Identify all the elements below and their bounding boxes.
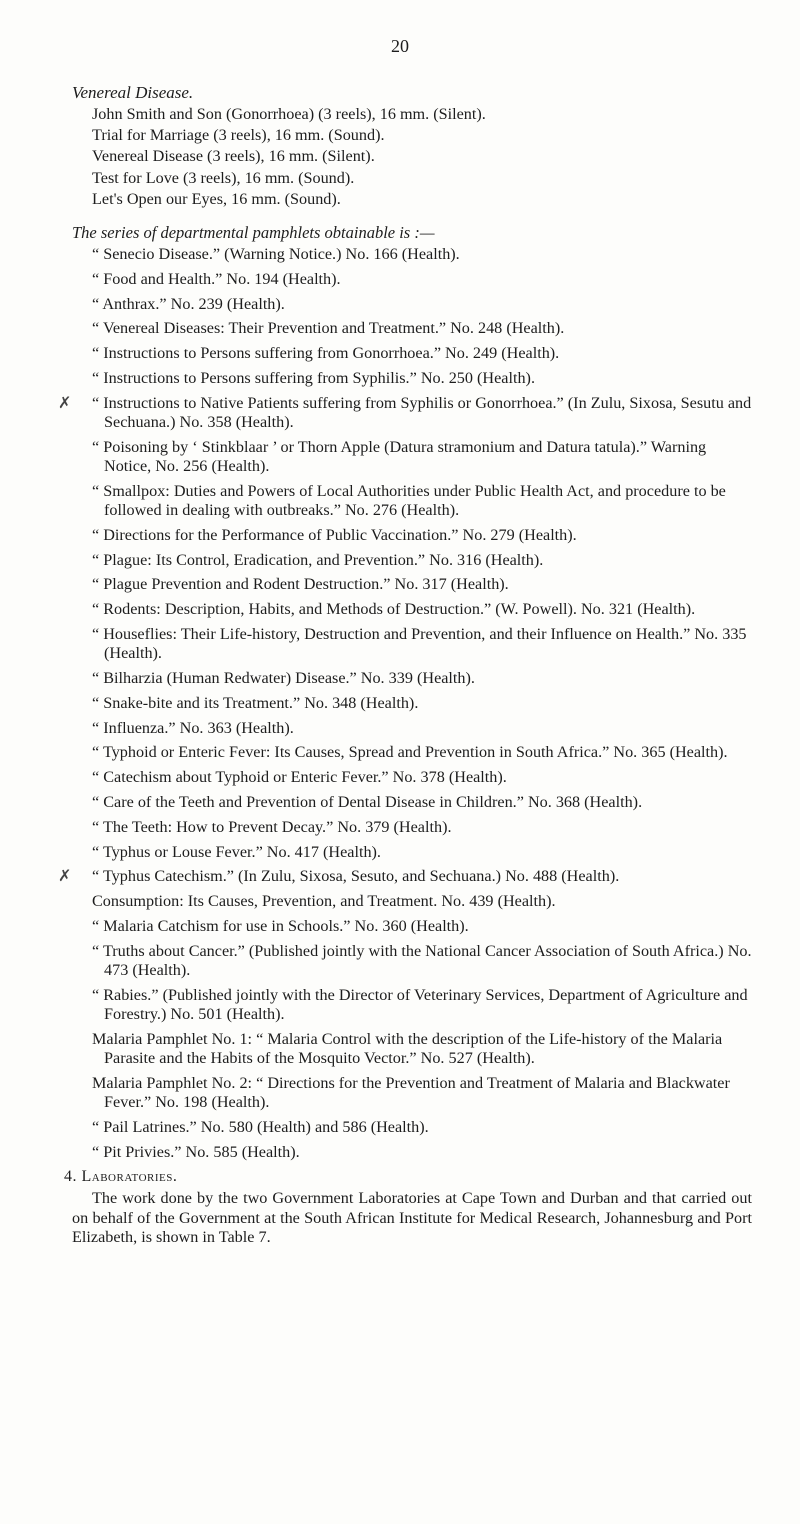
pamphlet-item: “ Typhus or Louse Fever.” No. 417 (Health). (92, 842, 381, 861)
pamphlet-item: “ Poisoning by ‘ Stinkblaar ’ or Thorn Apple (Datura stramonium and Datura tatula).” Warning Notice, No. 256 (Health). (92, 437, 707, 475)
pamphlet-item: Consumption: Its Causes, Prevention, and Treatment. No. 439 (Health). (92, 892, 556, 911)
film-item: Venereal Disease (3 reels), 16 mm. (Silent). (92, 147, 375, 166)
pamphlet-item: “ Smallpox: Duties and Powers of Local Authorities under Public Health Act, and procedure to be followed in dealing with outbreaks.” No. 276 (Health). (92, 481, 726, 519)
pamphlet-item: “ Pail Latrines.” No. 580 (Health) and 586 (Health). (92, 1117, 429, 1136)
pamphlet-item: “ Catechism about Typhoid or Enteric Fever.” No. 378 (Health). (92, 768, 507, 787)
pamphlet-item: “ Directions for the Performance of Public Vaccination.” No. 279 (Health). (92, 525, 577, 544)
film-list (92, 104, 752, 210)
pamphlet-item (58, 867, 752, 886)
pamphlet-text: “ Instructions to Native Patients suffering from Syphilis or Gonorrhoea.” (In Zulu, Sixosa, Sesutu and Sechuana.) No. 358 (Health). (92, 393, 752, 431)
pamphlet-item: “ Senecio Disease.” (Warning Notice.) No. 166 (Health). (92, 245, 460, 264)
pamphlet-item: “ Instructions to Persons suffering from Syphilis.” No. 250 (Health). (92, 369, 535, 387)
pamphlets-heading: The series of departmental pamphlets obtainable is :— (72, 223, 435, 243)
pamphlet-item: “ Venereal Diseases: Their Prevention and Treatment.” No. 248 (Health). (92, 319, 565, 338)
pamphlet-item: “ Influenza.” No. 363 (Health). (92, 718, 294, 737)
laboratories-paragraph: The work done by the two Government Laboratories at Cape Town and Durban and that carried out on behalf of the Government at the South African Institute for Medical Research, Johannesburg and Port Elizabeth, is shown in Table 7. (72, 1189, 752, 1247)
page-content (58, 82, 752, 1248)
page-number: 20 (391, 36, 409, 56)
pamphlet-item: “ Plague: Its Control, Eradication, and Prevention.” No. 316 (Health). (92, 550, 544, 569)
pamphlet-item: “ Care of the Teeth and Prevention of Dental Disease in Children.” No. 368 (Health). (92, 792, 643, 811)
pamphlet-item: “ Snake-bite and its Treatment.” No. 348 (Health). (92, 693, 419, 712)
pamphlet-item: “ The Teeth: How to Prevent Decay.” No. 379 (Health). (92, 817, 452, 836)
laboratories-title: 4. Laboratories. (64, 1168, 178, 1186)
pamphlet-item: “ Typhoid or Enteric Fever: Its Causes, Spread and Prevention in South Africa.” No. 365 (Health). (92, 743, 728, 762)
pamphlet-item: “ Pit Privies.” No. 585 (Health). (92, 1142, 300, 1161)
pamphlet-list (58, 245, 752, 1162)
margin-mark: ✗ (58, 394, 72, 412)
film-item: Test for Love (3 reels), 16 mm. (Sound). (92, 168, 355, 187)
pamphlet-item: “ Truths about Cancer.” (Published jointly with the National Cancer Association of South Africa.) No. 473 (Health). (92, 941, 752, 979)
margin-mark: ✗ (58, 868, 72, 886)
pamphlet-item: “ Rabies.” (Published jointly with the Director of Veterinary Services, Department of Agriculture and Forestry.) No. 501 (Health). (92, 985, 748, 1023)
pamphlet-item: “ Rodents: Description, Habits, and Methods of Destruction.” (W. Powell). No. 321 (Health). (92, 600, 696, 619)
pamphlet-item: Malaria Pamphlet No. 2: “ Directions for the Prevention and Treatment of Malaria and Blackwater Fever.” No. 198 (Health). (92, 1073, 730, 1111)
pamphlet-item: “ Bilharzia (Human Redwater) Disease.” No. 339 (Health). (92, 668, 475, 687)
pamphlet-item: “ Anthrax.” No. 239 (Health). (92, 294, 285, 313)
pamphlet-item: “ Instructions to Persons suffering from Gonorrhoea.” No. 249 (Health). (92, 344, 560, 363)
pamphlet-item: “ Plague Prevention and Rodent Destruction.” No. 317 (Health). (92, 575, 509, 594)
film-item: Trial for Marriage (3 reels), 16 mm. (Sound). (92, 126, 385, 145)
pamphlet-item: “ Houseflies: Their Life-history, Destruction and Prevention, and their Influence on Health.” No. 335 (Health). (92, 624, 747, 663)
laboratories-section (64, 1167, 752, 1247)
pamphlet-item (58, 393, 752, 432)
pamphlet-item: “ Food and Health.” No. 194 (Health). (92, 269, 341, 288)
pamphlet-item: Malaria Pamphlet No. 1: “ Malaria Control with the description of the Life-history of the Malaria Parasite and the Habits of the Mosquito Vector.” No. 527 (Health). (92, 1029, 723, 1067)
film-item: Let's Open our Eyes, 16 mm. (Sound). (92, 189, 341, 208)
pamphlet-item: “ Malaria Catchism for use in Schools.” No. 360 (Health). (92, 916, 469, 935)
venereal-heading: Venereal Disease. (72, 83, 194, 102)
pamphlet-text: “ Typhus Catechism.” (In Zulu, Sixosa, Sesuto, and Sechuana.) No. 488 (Health). (92, 867, 620, 886)
film-item: John Smith and Son (Gonorrhoea) (3 reels), 16 mm. (Silent). (92, 105, 486, 123)
